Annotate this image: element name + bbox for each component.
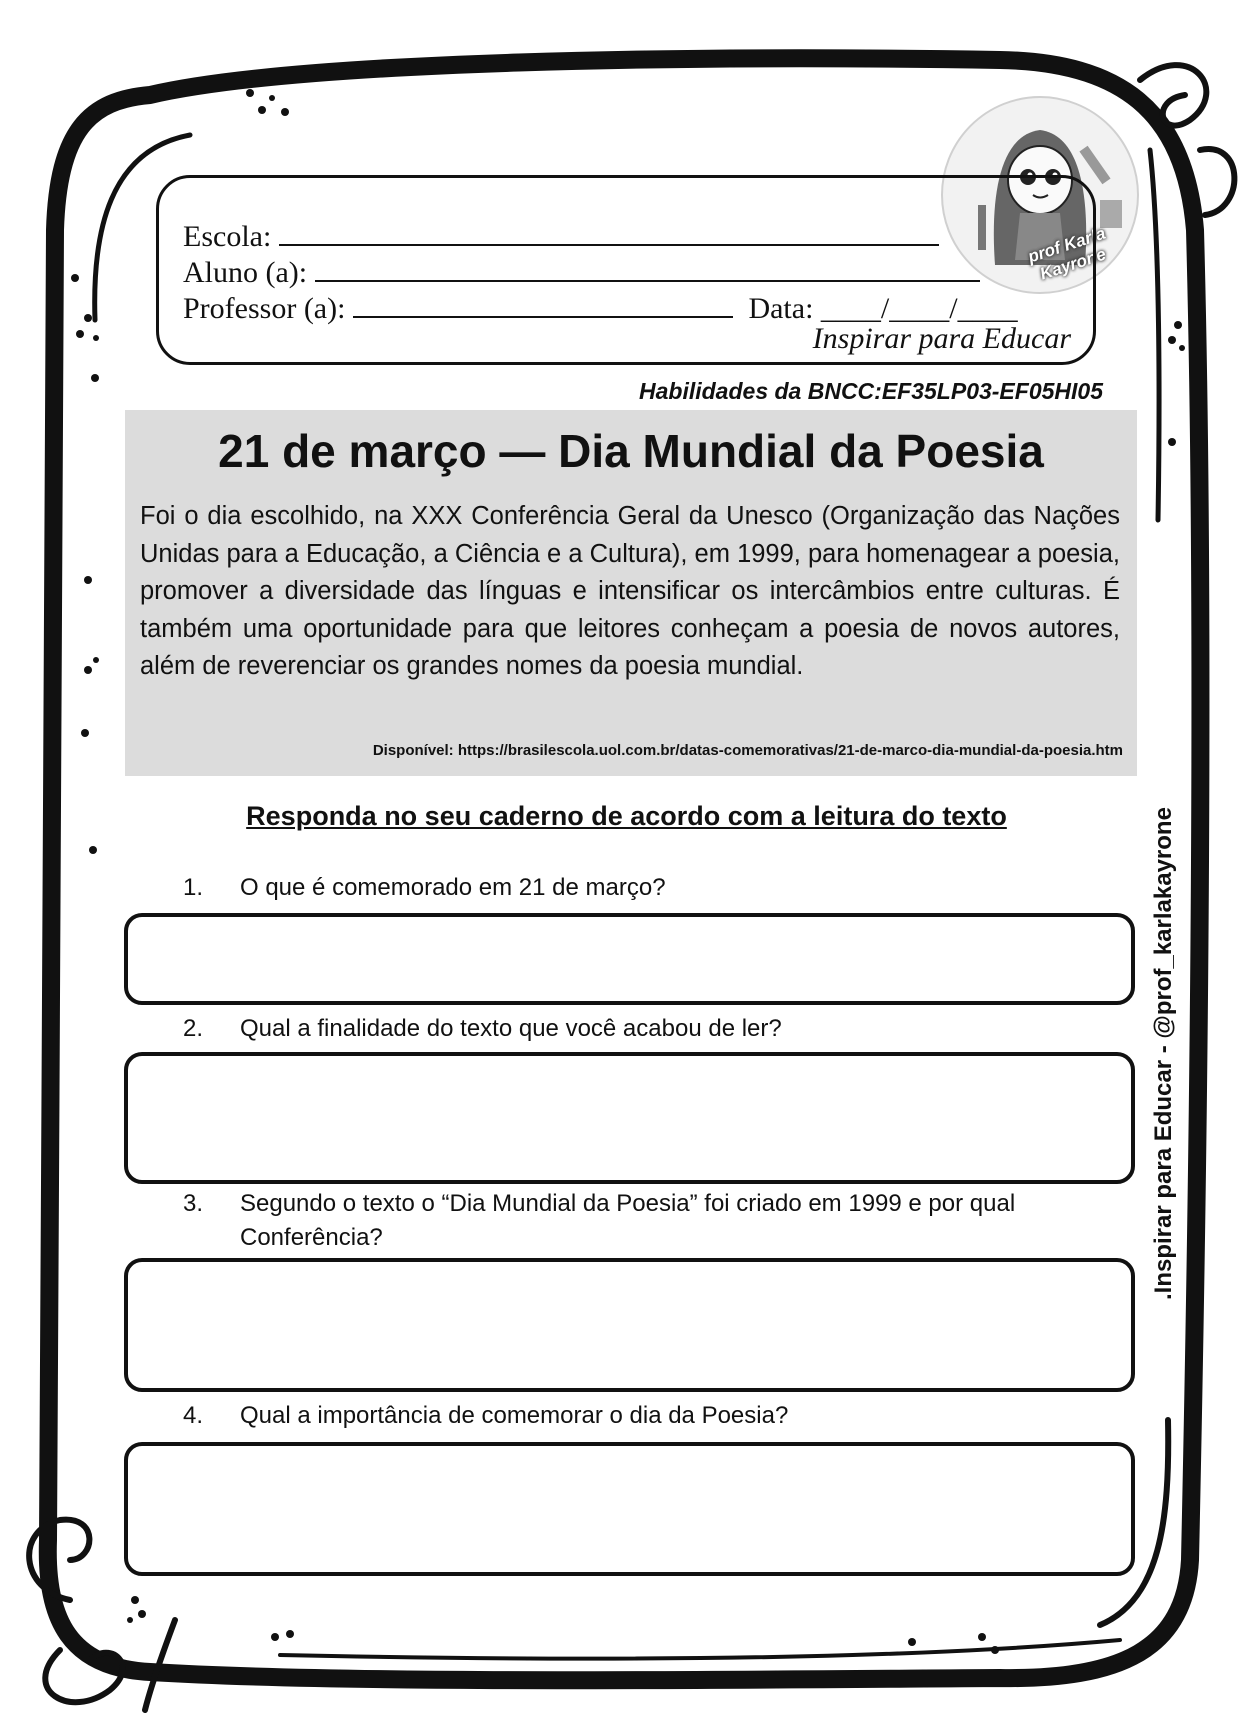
question-text: Qual a finalidade do texto que você acabou de ler? xyxy=(240,1015,782,1042)
question-number: 2. xyxy=(183,1015,204,1042)
aluno-label: Aluno (a): xyxy=(183,256,308,289)
page-title: 21 de março — Dia Mundial da Poesia xyxy=(218,425,1044,477)
reading-text: Foi o dia escolhido, na XXX Conferência Geral da Unesco (Organização das Nações Unidas para a Educação, a Ciência e a Cultura), em 1999, para homenagear a poesia, promover a diversidade das línguas e intensificar os intercâmbios entre culturas. É também uma oportunidade para que leitores conheçam a poesia de novos autores, além de reverenciar os grandes nomes da poesia mundial. xyxy=(140,502,1120,681)
answer-box-2[interactable] xyxy=(124,1052,1135,1184)
side-credit: .Inspirar para Educar - @prof_karlakayrone xyxy=(1150,807,1177,1300)
data-field[interactable]: ____/____/____ xyxy=(820,292,1018,325)
slogan: Inspirar para Educar xyxy=(812,322,1071,355)
answer-box-1[interactable] xyxy=(124,913,1135,1005)
question-text: Segundo o texto o “Dia Mundial da Poesia” foi criado em 1999 e por qual Conferência? xyxy=(240,1190,1016,1251)
escola-label: Escola: xyxy=(183,220,272,253)
question-number: 1. xyxy=(183,874,204,901)
reading-panel xyxy=(125,410,1137,776)
source-citation: Disponível: https://brasilescola.uol.com.br/datas-comemorativas/21-de-marco-dia-mundial-da-poesia.htm xyxy=(372,742,1123,759)
aluno-field[interactable] xyxy=(315,258,980,282)
escola-field[interactable] xyxy=(279,222,939,246)
professor-field[interactable] xyxy=(353,294,733,318)
question-text: O que é comemorado em 21 de março? xyxy=(240,874,666,901)
professor-label: Professor (a): xyxy=(183,292,346,325)
student-info-box xyxy=(156,175,1096,365)
answer-box-3[interactable] xyxy=(124,1258,1135,1392)
bncc-skills: Habilidades da BNCC:EF35LP03-EF05HI05 xyxy=(639,378,1103,404)
answer-box-4[interactable] xyxy=(124,1442,1135,1576)
question-number: 4. xyxy=(183,1402,204,1429)
question-number: 3. xyxy=(183,1190,204,1217)
data-label: Data: xyxy=(748,292,814,325)
instruction-heading: Responda no seu caderno de acordo com a leitura do texto xyxy=(246,801,1007,831)
question-text: Qual a importância de comemorar o dia da Poesia? xyxy=(240,1402,789,1429)
logo-text: prof Karla Kayrone xyxy=(1025,223,1109,284)
